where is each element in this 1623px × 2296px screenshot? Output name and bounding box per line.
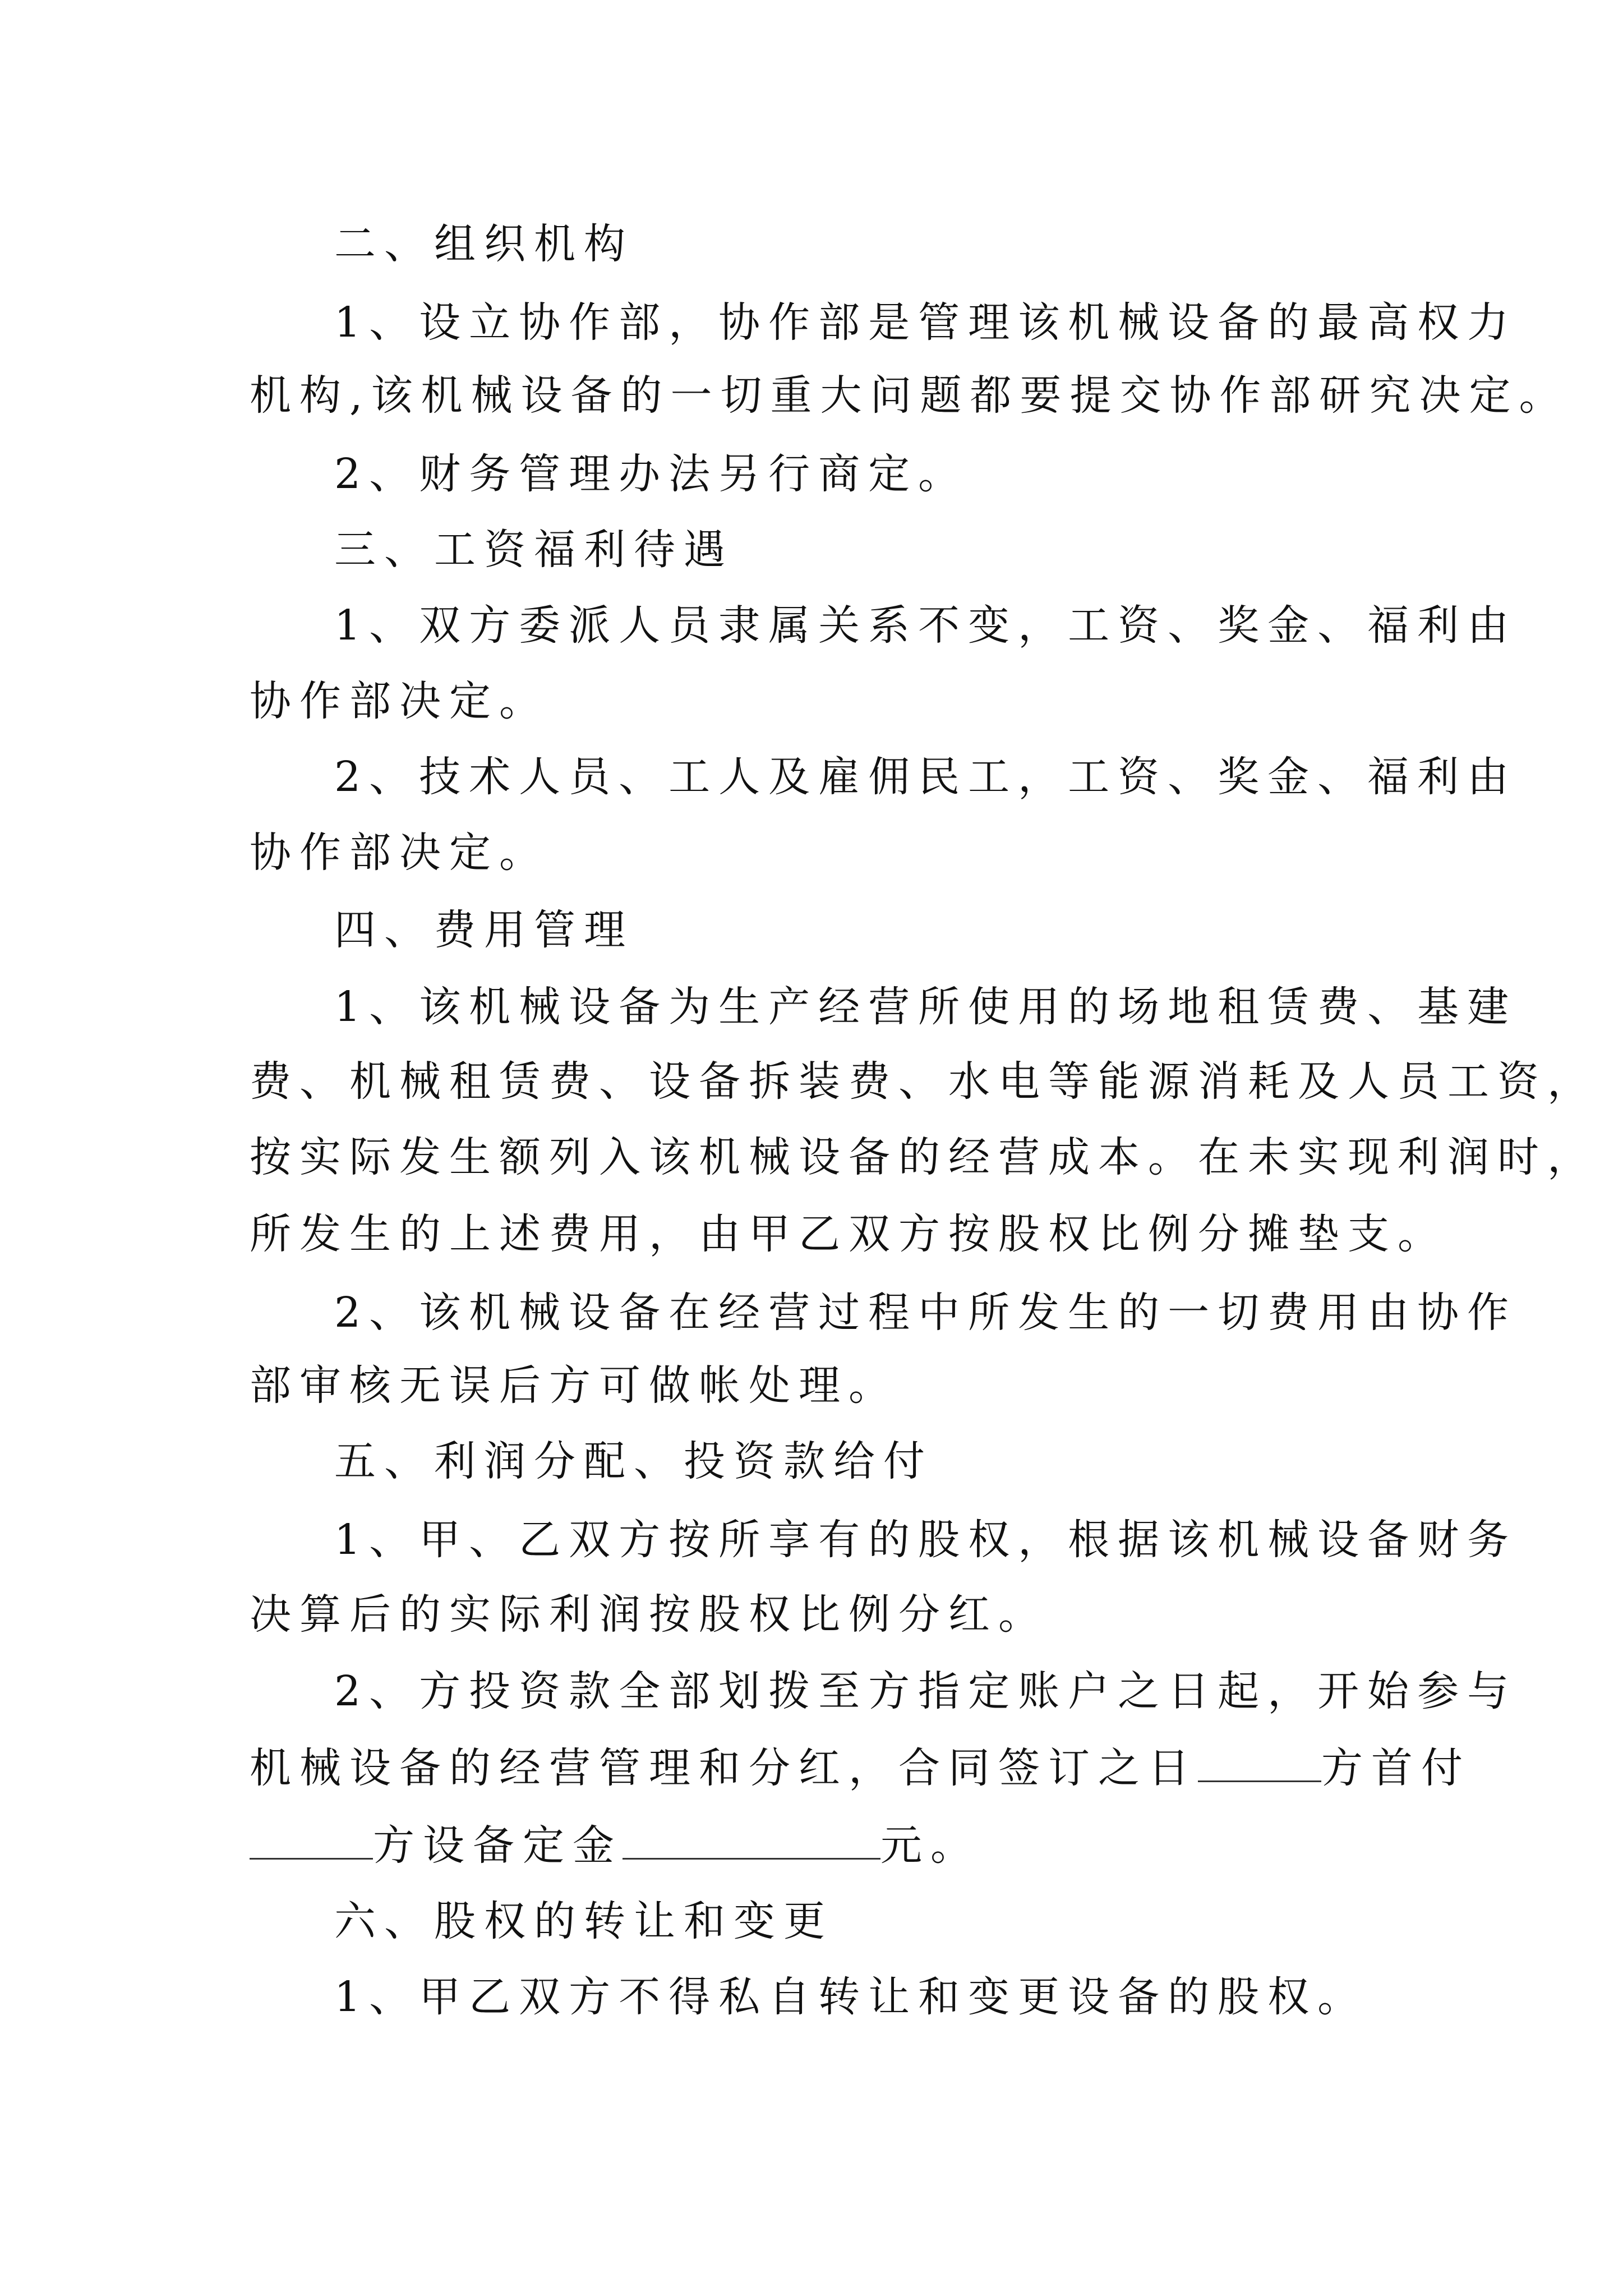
paragraph-line: 按实际发生额列入该机械设备的经营成本。在未实现利润时， <box>250 1133 1597 1181</box>
paragraph-line: 所发生的上述费用，由甲乙双方按股权比例分摊垫支。 <box>250 1210 1447 1258</box>
paragraph-line: 机构,该机械设备的一切重大问题都要提交协作部研究决定。 <box>250 371 1569 420</box>
paragraph-line: 2、财务管理办法另行商定。 <box>334 450 969 498</box>
fill-in-blank <box>623 1816 880 1860</box>
paragraph-line: 协作部决定。 <box>250 677 549 725</box>
paragraph-line-with-blank <box>250 1816 980 1874</box>
paragraph-line: 1、双方委派人员隶属关系不变，工资、奖金、福利由 <box>334 601 1518 650</box>
paragraph-line: 1、甲、乙双方按所享有的股权，根据该机械设备财务 <box>334 1516 1518 1564</box>
fill-in-blank <box>1198 1739 1321 1782</box>
section-heading-equity: 六、股权的转让和变更 <box>334 1897 833 1945</box>
paragraph-line: 1、甲乙双方不得私自转让和变更设备的股权。 <box>334 1973 1368 2021</box>
section-heading-expenses: 四、费用管理 <box>334 906 634 954</box>
paragraph-text: 方首付 <box>1321 1744 1471 1792</box>
paragraph-line: 协作部决定。 <box>250 829 549 877</box>
paragraph-line: 2、技术人员、工人及雇佣民工，工资、奖金、福利由 <box>334 753 1518 801</box>
paragraph-line: 2、该机械设备在经营过程中所发生的一切费用由协作 <box>334 1289 1518 1337</box>
paragraph-line: 决算后的实际利润按股权比例分红。 <box>250 1590 1048 1639</box>
paragraph-line: 2、方投资款全部划拨至方指定账户之日起，开始参与 <box>334 1667 1518 1715</box>
paragraph-text: 方设备定金 <box>373 1821 623 1870</box>
paragraph-line: 部审核无误后方可做帐处理。 <box>250 1361 898 1410</box>
section-heading-organization: 二、组织机构 <box>334 220 634 268</box>
paragraph-line-with-blank <box>250 1739 1471 1796</box>
section-heading-profit: 五、利润分配、投资款给付 <box>334 1437 933 1485</box>
paragraph-text: 元。 <box>880 1821 980 1870</box>
paragraph-line: 1、该机械设备为生产经营所使用的场地租赁费、基建 <box>334 983 1518 1031</box>
paragraph-line: 1、设立协作部，协作部是管理该机械设备的最高权力 <box>334 298 1518 347</box>
fill-in-blank <box>250 1816 373 1860</box>
section-heading-wages: 三、工资福利待遇 <box>334 526 734 574</box>
paragraph-line: 费、机械租赁费、设备拆装费、水电等能源消耗及人员工资， <box>250 1057 1597 1106</box>
paragraph-text: 机械设备的经营管理和分红，合同签订之日 <box>250 1744 1198 1792</box>
